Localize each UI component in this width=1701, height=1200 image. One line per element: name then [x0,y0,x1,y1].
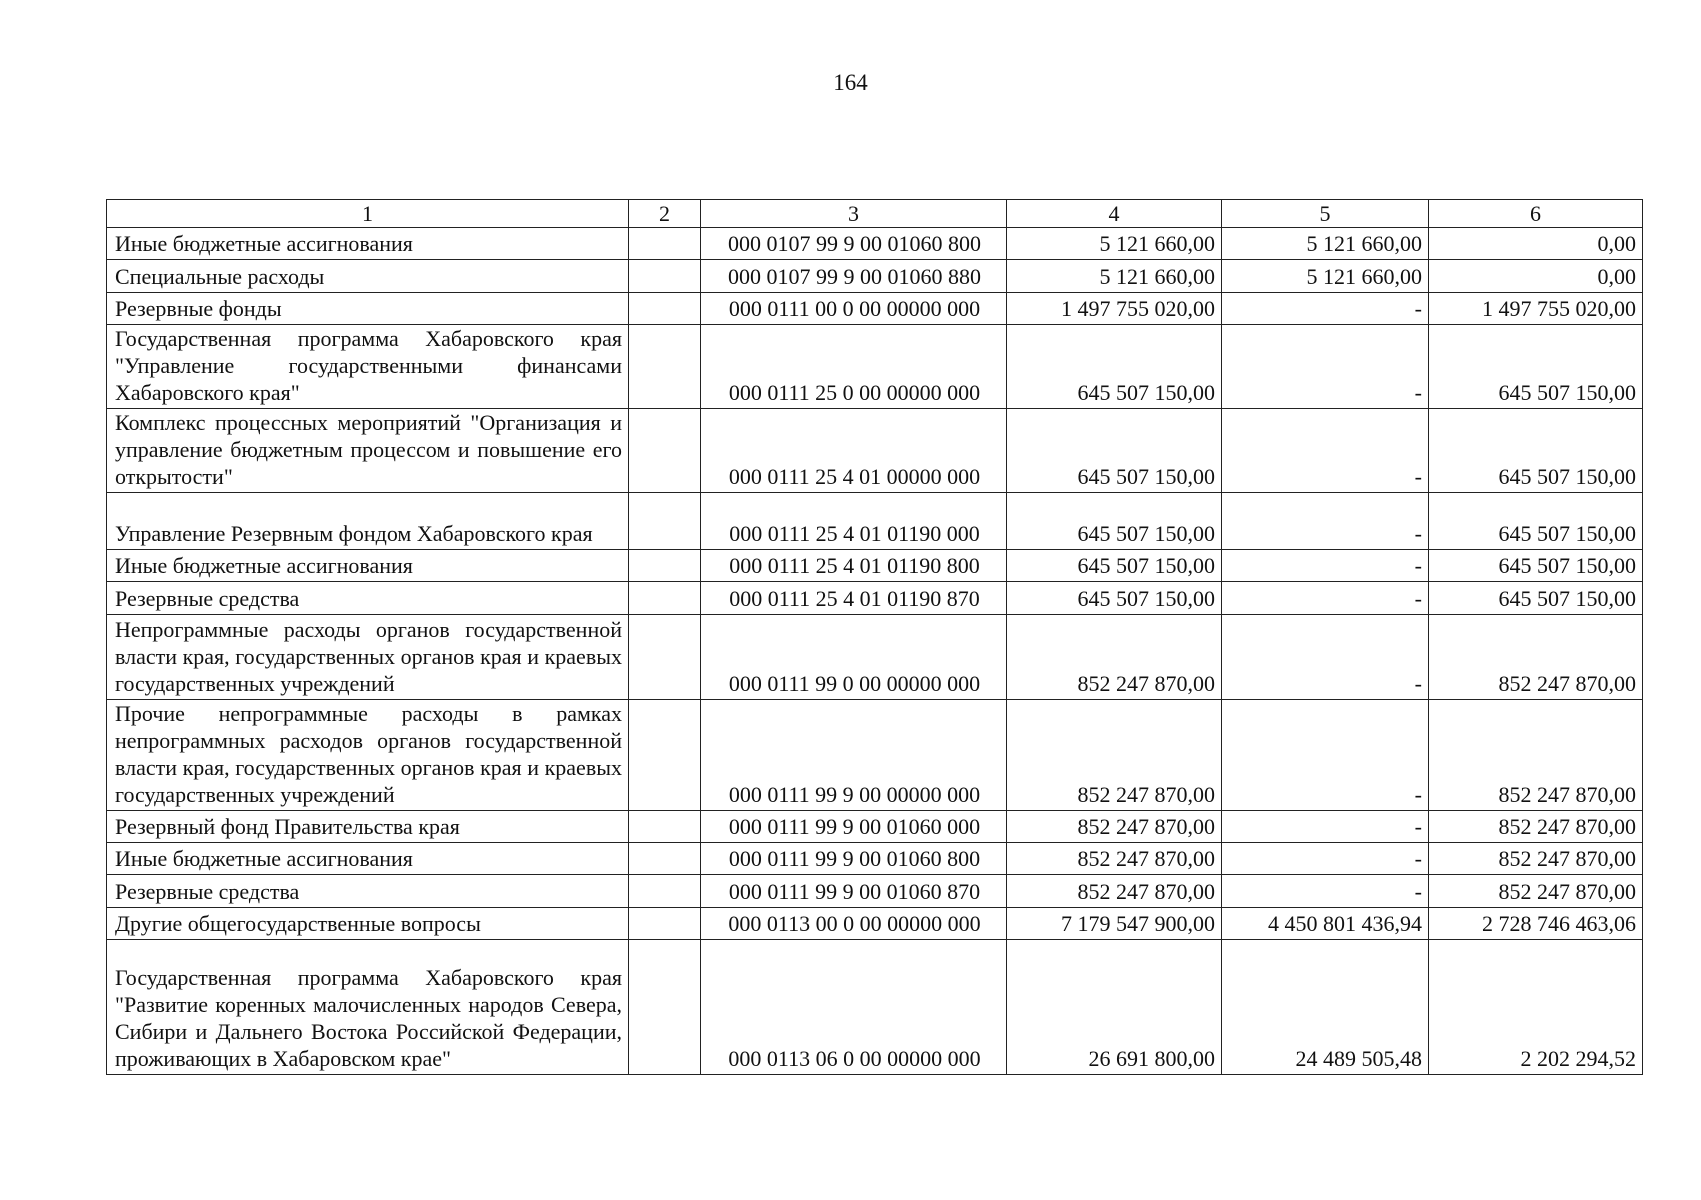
table-row [107,908,1643,940]
row-amount-col6: 2 202 294,52 [1429,940,1643,1075]
row-amount-col5: - [1222,325,1429,409]
row-amount-col5: - [1222,811,1429,843]
row-amount-col4: 26 691 800,00 [1007,940,1222,1075]
row-name: Иные бюджетные ассигнования [107,228,629,260]
row-amount-col4: 1 497 755 020,00 [1007,293,1222,325]
row-name: Государственная программа Хабаровского края "Управление государственными финансами Хабаровского края" [107,325,629,409]
column-header-1: 1 [107,200,629,228]
row-col2 [629,493,701,550]
table-row [107,409,1643,493]
row-amount-col5: - [1222,582,1429,615]
row-col2 [629,843,701,875]
row-code: 000 0111 99 9 00 01060 800 [701,843,1007,875]
table-row [107,325,1643,409]
budget-table [106,199,1643,1075]
row-amount-col5: - [1222,700,1429,811]
column-header-5: 5 [1222,200,1429,228]
row-amount-col4: 5 121 660,00 [1007,228,1222,260]
table-header-row [107,200,1643,228]
row-amount-col4: 645 507 150,00 [1007,582,1222,615]
column-header-4: 4 [1007,200,1222,228]
row-amount-col5: 5 121 660,00 [1222,228,1429,260]
column-header-2: 2 [629,200,701,228]
row-col2 [629,940,701,1075]
row-amount-col6: 852 247 870,00 [1429,811,1643,843]
row-amount-col5: - [1222,293,1429,325]
row-name: Государственная программа Хабаровского края "Развитие коренных малочисленных народов Севера, Сибири и Дальнего Востока Российской Федерации, проживающих в Хабаровском крае" [107,940,629,1075]
row-amount-col6: 645 507 150,00 [1429,582,1643,615]
row-amount-col5: 5 121 660,00 [1222,260,1429,293]
row-amount-col5: 24 489 505,48 [1222,940,1429,1075]
row-amount-col4: 7 179 547 900,00 [1007,908,1222,940]
table-row [107,811,1643,843]
table-row [107,940,1643,1075]
row-name: Резервные средства [107,875,629,908]
row-col2 [629,550,701,582]
row-amount-col4: 852 247 870,00 [1007,875,1222,908]
row-amount-col4: 645 507 150,00 [1007,325,1222,409]
row-amount-col4: 5 121 660,00 [1007,260,1222,293]
row-amount-col5: - [1222,875,1429,908]
row-code: 000 0111 99 9 00 00000 000 [701,700,1007,811]
row-amount-col5: - [1222,550,1429,582]
row-code: 000 0113 00 0 00 00000 000 [701,908,1007,940]
row-amount-col4: 852 247 870,00 [1007,843,1222,875]
row-name: Резервные средства [107,582,629,615]
row-name: Непрограммные расходы органов государственной власти края, государственных органов края и краевых государственных учреждений [107,615,629,700]
row-name: Другие общегосударственные вопросы [107,908,629,940]
row-name: Резервный фонд Правительства края [107,811,629,843]
row-col2 [629,700,701,811]
row-code: 000 0111 99 9 00 01060 000 [701,811,1007,843]
row-amount-col6: 852 247 870,00 [1429,875,1643,908]
row-amount-col6: 645 507 150,00 [1429,550,1643,582]
row-amount-col4: 852 247 870,00 [1007,615,1222,700]
row-amount-col5: - [1222,615,1429,700]
row-name: Комплекс процессных мероприятий "Организация и управление бюджетным процессом и повышение его открытости" [107,409,629,493]
row-col2 [629,260,701,293]
table-row [107,875,1643,908]
row-amount-col6: 1 497 755 020,00 [1429,293,1643,325]
row-amount-col6: 645 507 150,00 [1429,493,1643,550]
row-col2 [629,615,701,700]
row-name: Иные бюджетные ассигнования [107,843,629,875]
table-row [107,700,1643,811]
row-amount-col4: 645 507 150,00 [1007,550,1222,582]
row-amount-col5: - [1222,843,1429,875]
row-name: Резервные фонды [107,293,629,325]
row-amount-col6: 645 507 150,00 [1429,325,1643,409]
column-header-3: 3 [701,200,1007,228]
table-row [107,615,1643,700]
row-name: Прочие непрограммные расходы в рамках непрограммных расходов органов государственной власти края, государственных органов края и краевых государственных учреждений [107,700,629,811]
table-row [107,843,1643,875]
row-amount-col5: - [1222,409,1429,493]
row-code: 000 0111 25 0 00 00000 000 [701,325,1007,409]
row-name: Специальные расходы [107,260,629,293]
table-row [107,293,1643,325]
table-row [107,228,1643,260]
row-amount-col6: 0,00 [1429,228,1643,260]
row-col2 [629,908,701,940]
row-col2 [629,582,701,615]
row-amount-col6: 852 247 870,00 [1429,615,1643,700]
row-amount-col4: 645 507 150,00 [1007,493,1222,550]
row-amount-col4: 852 247 870,00 [1007,700,1222,811]
table-row [107,493,1643,550]
table-row [107,260,1643,293]
row-amount-col4: 645 507 150,00 [1007,409,1222,493]
row-code: 000 0111 00 0 00 00000 000 [701,293,1007,325]
row-code: 000 0111 99 9 00 01060 870 [701,875,1007,908]
row-amount-col6: 645 507 150,00 [1429,409,1643,493]
row-code: 000 0111 25 4 01 01190 000 [701,493,1007,550]
row-amount-col5: - [1222,493,1429,550]
row-col2 [629,875,701,908]
row-amount-col6: 852 247 870,00 [1429,700,1643,811]
row-amount-col5: 4 450 801 436,94 [1222,908,1429,940]
row-amount-col6: 2 728 746 463,06 [1429,908,1643,940]
row-code: 000 0111 25 4 01 00000 000 [701,409,1007,493]
row-code: 000 0111 25 4 01 01190 870 [701,582,1007,615]
row-col2 [629,228,701,260]
row-col2 [629,293,701,325]
row-code: 000 0111 99 0 00 00000 000 [701,615,1007,700]
row-name: Управление Резервным фондом Хабаровского края [107,493,629,550]
table-row [107,582,1643,615]
row-code: 000 0111 25 4 01 01190 800 [701,550,1007,582]
row-amount-col4: 852 247 870,00 [1007,811,1222,843]
row-code: 000 0107 99 9 00 01060 880 [701,260,1007,293]
page-number: 164 [833,70,868,95]
row-amount-col6: 852 247 870,00 [1429,843,1643,875]
row-amount-col6: 0,00 [1429,260,1643,293]
table-row [107,550,1643,582]
row-code: 000 0113 06 0 00 00000 000 [701,940,1007,1075]
row-col2 [629,325,701,409]
row-col2 [629,811,701,843]
row-name: Иные бюджетные ассигнования [107,550,629,582]
row-code: 000 0107 99 9 00 01060 800 [701,228,1007,260]
row-col2 [629,409,701,493]
column-header-6: 6 [1429,200,1643,228]
